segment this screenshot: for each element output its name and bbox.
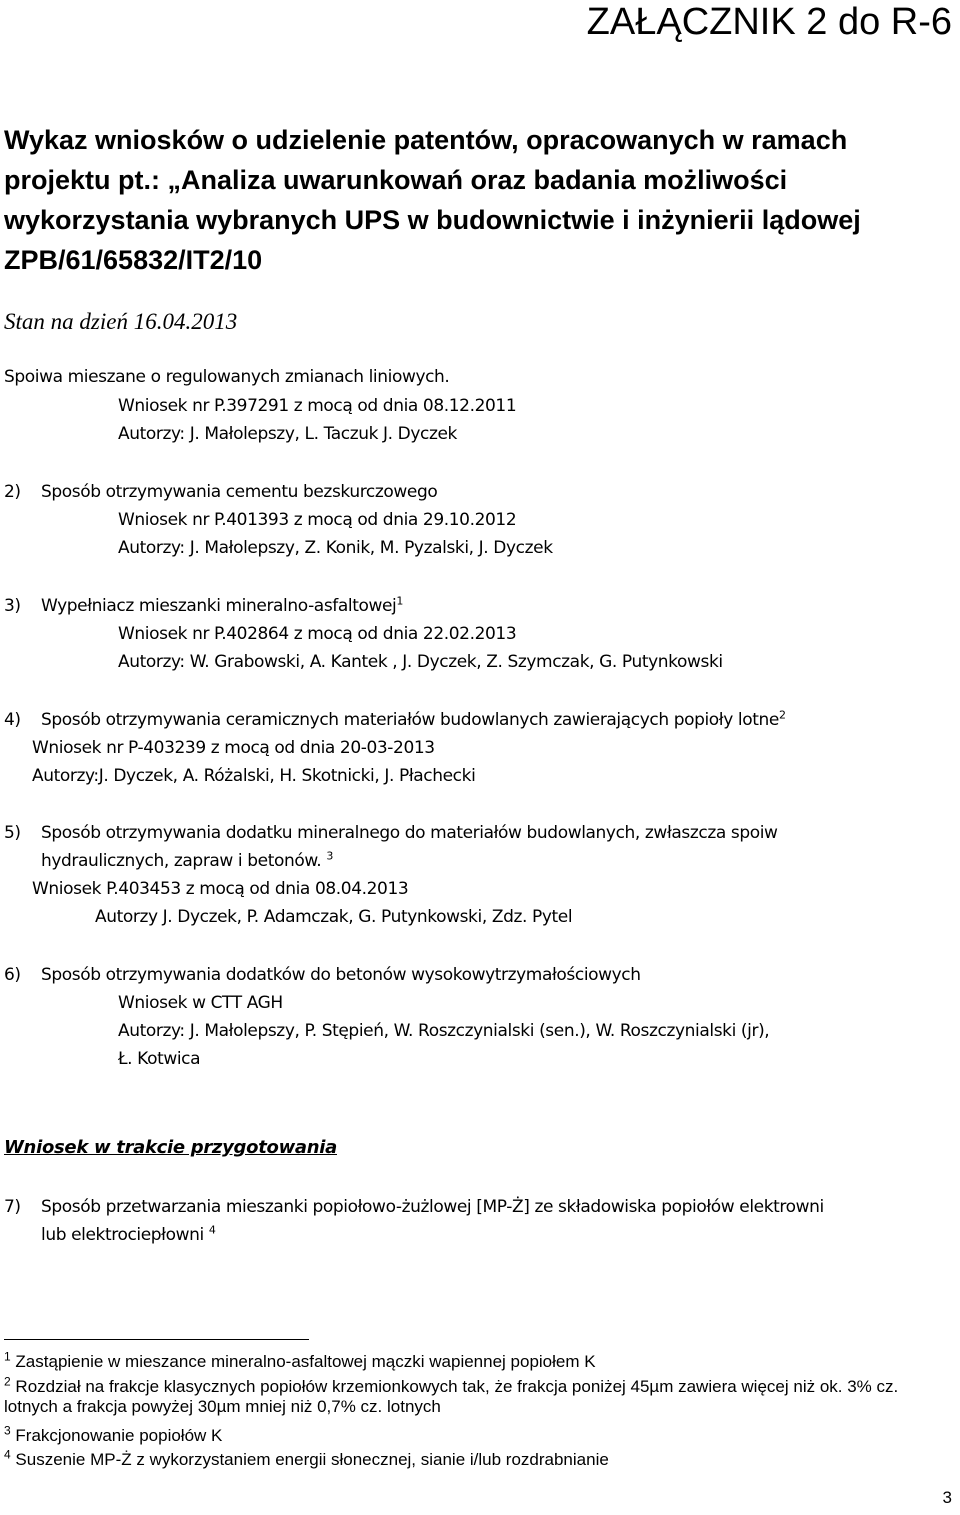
entry-5-title-cont: hydraulicznych, zapraw i betonów.: [41, 851, 322, 871]
entry-7-title-line-1: Sposób przetwarzania mieszanki popiołowo-żużlowej [MP-Ż] ze składowiska popiołów elektrowni: [41, 1197, 824, 1217]
entry-5-title-line-2: [41, 851, 333, 871]
entry-3-authors: Autorzy: W. Grabowski, A. Kantek , J. Dyczek, Z. Szymczak, G. Putynkowski: [118, 652, 723, 672]
entry-6-authors-line-1: Autorzy: J. Małolepszy, P. Stępień, W. Roszczynialski (sen.), W. Roszczynialski (jr),: [118, 1021, 770, 1041]
footnote-2-mark: 2: [4, 1374, 11, 1389]
footnote-3: [4, 1423, 954, 1446]
entry-2-title: Sposób otrzymywania cementu bezskurczowego: [41, 482, 438, 502]
entry-3-title-line: [41, 596, 403, 616]
footnote-ref-4: 4: [208, 1223, 216, 1237]
entry-2-authors: Autorzy: J. Małolepszy, Z. Konik, M. Pyzalski, J. Dyczek: [118, 538, 553, 558]
footnote-4: [4, 1447, 954, 1470]
entry-6-authors-line-2: Ł. Kotwica: [118, 1049, 201, 1069]
entry-3-title: Wypełniacz mieszanki mineralno-asfaltowej: [41, 596, 397, 616]
entry-4-title-line: [41, 710, 786, 730]
pending-heading: Wniosek w trakcie przygotowania: [4, 1137, 337, 1158]
entry-5-application: Wniosek P.403453 z mocą od dnia 08.04.2013: [32, 879, 409, 899]
entry-3-application: Wniosek nr P.402864 z mocą od dnia 22.02.2013: [118, 624, 517, 644]
entry-4-authors: Autorzy:J. Dyczek, A. Różalski, H. Skotnicki, J. Płachecki: [32, 766, 476, 786]
entry-3-number: 3): [4, 596, 21, 616]
footnote-4-mark: 4: [4, 1447, 11, 1462]
entry-4-title: Sposób otrzymywania ceramicznych materiałów budowlanych zawierających popioły lotne: [41, 710, 779, 730]
entry-1-authors: Autorzy: J. Małolepszy, L. Taczuk J. Dyczek: [118, 424, 458, 444]
footnote-ref-2: 2: [778, 708, 786, 722]
entry-5-title-line-1: Sposób otrzymywania dodatku mineralnego do materiałów budowlanych, zwłaszcza spoiw: [41, 823, 778, 843]
entry-6-number: 6): [4, 965, 21, 985]
footnote-1-text: Zastąpienie w mieszance mineralno-asfaltowej mączki wapiennej popiołem K: [15, 1352, 596, 1371]
footnote-separator: [4, 1339, 309, 1340]
page-number: 3: [942, 1488, 952, 1507]
entry-5-number: 5): [4, 823, 21, 843]
footnote-ref-3: 3: [326, 849, 333, 863]
document-title: Wykaz wniosków o udzielenie patentów, opracowanych w ramach projektu pt.: „Analiza uwarunkowań oraz badania możliwości wykorzystania wybranych UPS w budownictwie i inżynierii lądowej ZPB/61/65832/IT2/10: [4, 125, 861, 275]
entry-4-number: 4): [4, 710, 21, 730]
footnote-3-text: Frakcjonowanie popiołów K: [15, 1426, 223, 1445]
annex-header: ZAŁĄCZNIK 2 do R-6: [586, 1, 952, 43]
entry-5-authors: Autorzy J. Dyczek, P. Adamczak, G. Putynkowski, Zdz. Pytel: [95, 907, 573, 927]
footnote-1: [4, 1349, 954, 1372]
footnote-4-text: Suszenie MP-Ż z wykorzystaniem energii słonecznej, sianie i/lub rozdrabnianie: [15, 1450, 609, 1469]
entry-2-number: 2): [4, 482, 21, 502]
status-date: Stan na dzień 16.04.2013: [4, 309, 238, 334]
footnote-2-text: Rozdział na frakcje klasycznych popiołów krzemionkowych tak, że frakcja poniżej 45µm zawiera więcej niż ok. 3% cz. lotnych a frakcja powyżej 30µm mniej niż 0,7% cz. lotnych: [4, 1377, 899, 1416]
entry-1-application: Wniosek nr P.397291 z mocą od dnia 08.12.2011: [118, 396, 517, 416]
entry-7-number: 7): [4, 1197, 21, 1217]
entry-4-application: Wniosek nr P-403239 z mocą od dnia 20-03-2013: [32, 738, 435, 758]
entry-7-title-cont: lub elektrociepłowni: [41, 1225, 204, 1245]
footnote-2: [4, 1374, 954, 1417]
entry-1-title: Spoiwa mieszane o regulowanych zmianach liniowych.: [4, 367, 450, 387]
entry-6-application: Wniosek w CTT AGH: [118, 993, 283, 1013]
footnote-1-mark: 1: [4, 1349, 11, 1364]
entry-6-title: Sposób otrzymywania dodatków do betonów wysokowytrzymałościowych: [41, 965, 641, 985]
footnote-ref-1: 1: [396, 594, 403, 608]
footnote-3-mark: 3: [4, 1423, 11, 1438]
entry-2-application: Wniosek nr P.401393 z mocą od dnia 29.10.2012: [118, 510, 517, 530]
entry-7-title-line-2: [41, 1225, 215, 1245]
